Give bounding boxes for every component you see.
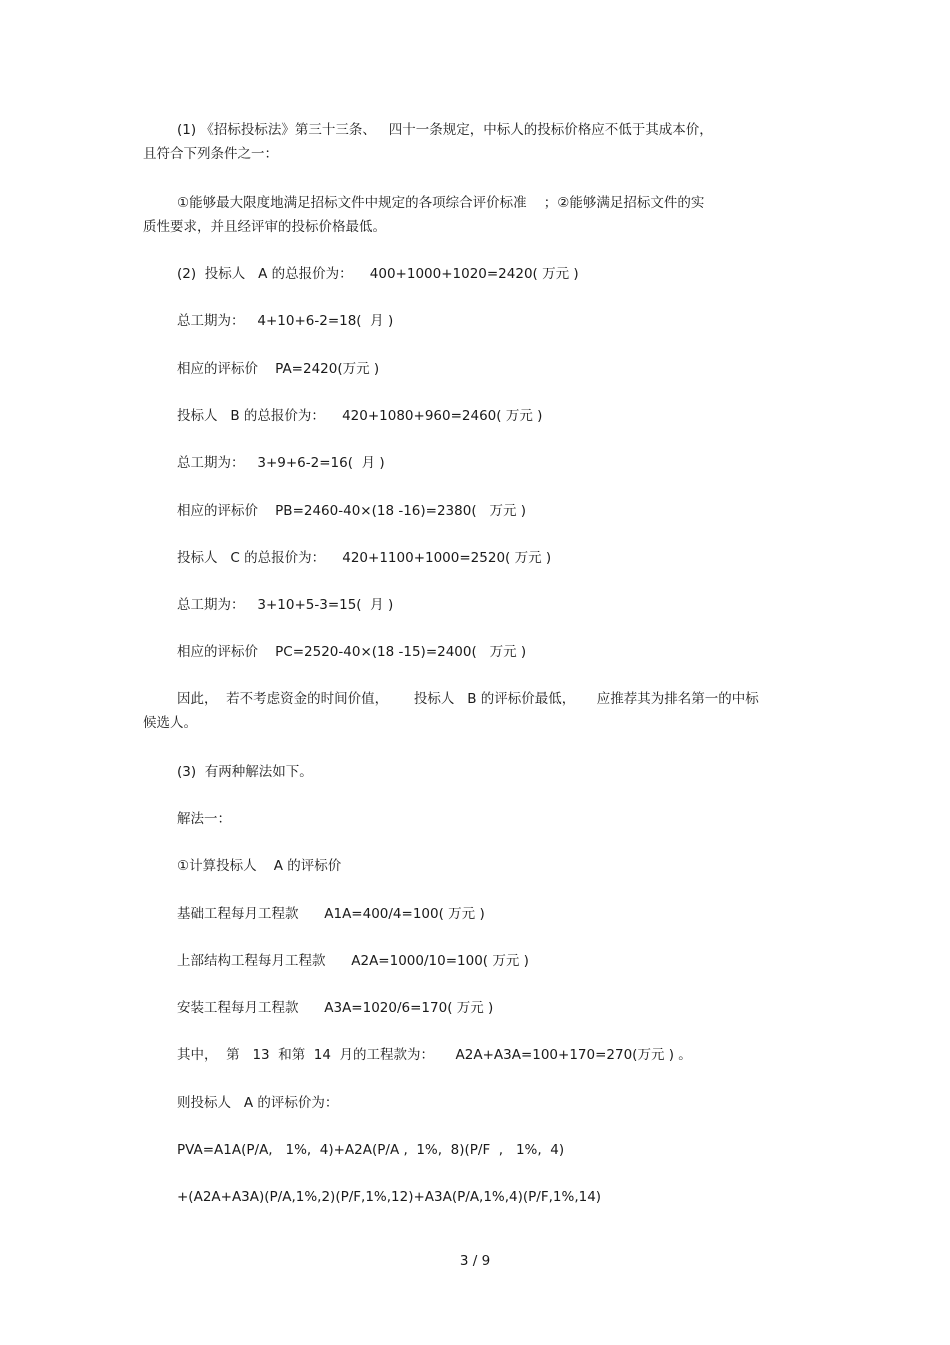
text-line: 总工期为： 4+10+6-2=18( 月 ) <box>177 313 394 329</box>
text-line: (2) 投标人 A 的总报价为： 400+1000+1020=2420( 万元 ) <box>177 266 579 282</box>
text-line: ①能够最大限度地满足招标文件中规定的各项综合评价标准 ；②能够满足招标文件的实 <box>177 195 705 211</box>
text-line: ①计算投标人 A 的评标价 <box>177 858 342 874</box>
text-line: 总工期为： 3+10+5-3=15( 月 ) <box>177 597 394 613</box>
text-line: 因此， 若不考虑资金的时间价值， 投标人 B 的评标价最低， 应推荐其为排名第一的中标 <box>177 691 759 707</box>
text-line: 质性要求，并且经评审的投标价格最低。 <box>143 219 386 235</box>
text-line: PVA=A1A(P/A, 1%, 4)+A2A(P/A , 1%, 8)(P/F , 1%, 4) <box>177 1142 565 1158</box>
text-line: 则投标人 A 的评标价为： <box>177 1095 339 1111</box>
text-line: 投标人 C 的总报价为： 420+1100+1000=2520( 万元 ) <box>177 550 552 566</box>
text-line: 解法一： <box>177 811 231 827</box>
text-line: 总工期为： 3+9+6-2=16( 月 ) <box>177 455 385 471</box>
text-line: 相应的评标价 PB=2460-40×(18 -16)=2380( 万元 ) <box>177 503 527 519</box>
text-line: 上部结构工程每月工程款 A2A=1000/10=100( 万元 ) <box>177 953 529 969</box>
text-line: 相应的评标价 PA=2420(万元 ) <box>177 361 380 377</box>
text-line: 候选人。 <box>143 715 197 731</box>
text-line: 投标人 B 的总报价为： 420+1080+960=2460( 万元 ) <box>177 408 543 424</box>
text-line: +(A2A+A3A)(P/A,1%,2)(P/F,1%,12)+A3A(P/A,1%,4)(P/F,1%,14) <box>177 1189 602 1205</box>
text-line: (3) 有两种解法如下。 <box>177 764 313 780</box>
text-line: 且符合下列条件之一： <box>143 146 278 162</box>
page-number: 3 / 9 <box>459 1253 491 1269</box>
text-line: 相应的评标价 PC=2520-40×(18 -15)=2400( 万元 ) <box>177 644 527 660</box>
text-line: 安装工程每月工程款 A3A=1020/6=170( 万元 ) <box>177 1000 494 1016</box>
text-line: (1) 《招标投标法》第三十三条、 四十一条规定，中标人的投标价格应不低于其成本价， <box>177 122 713 138</box>
text-line: 基础工程每月工程款 A1A=400/4=100( 万元 ) <box>177 906 485 922</box>
text-line: 其中， 第 13 和第 14 月的工程款为： A2A+A3A=100+170=270(万元 ) 。 <box>177 1047 692 1063</box>
